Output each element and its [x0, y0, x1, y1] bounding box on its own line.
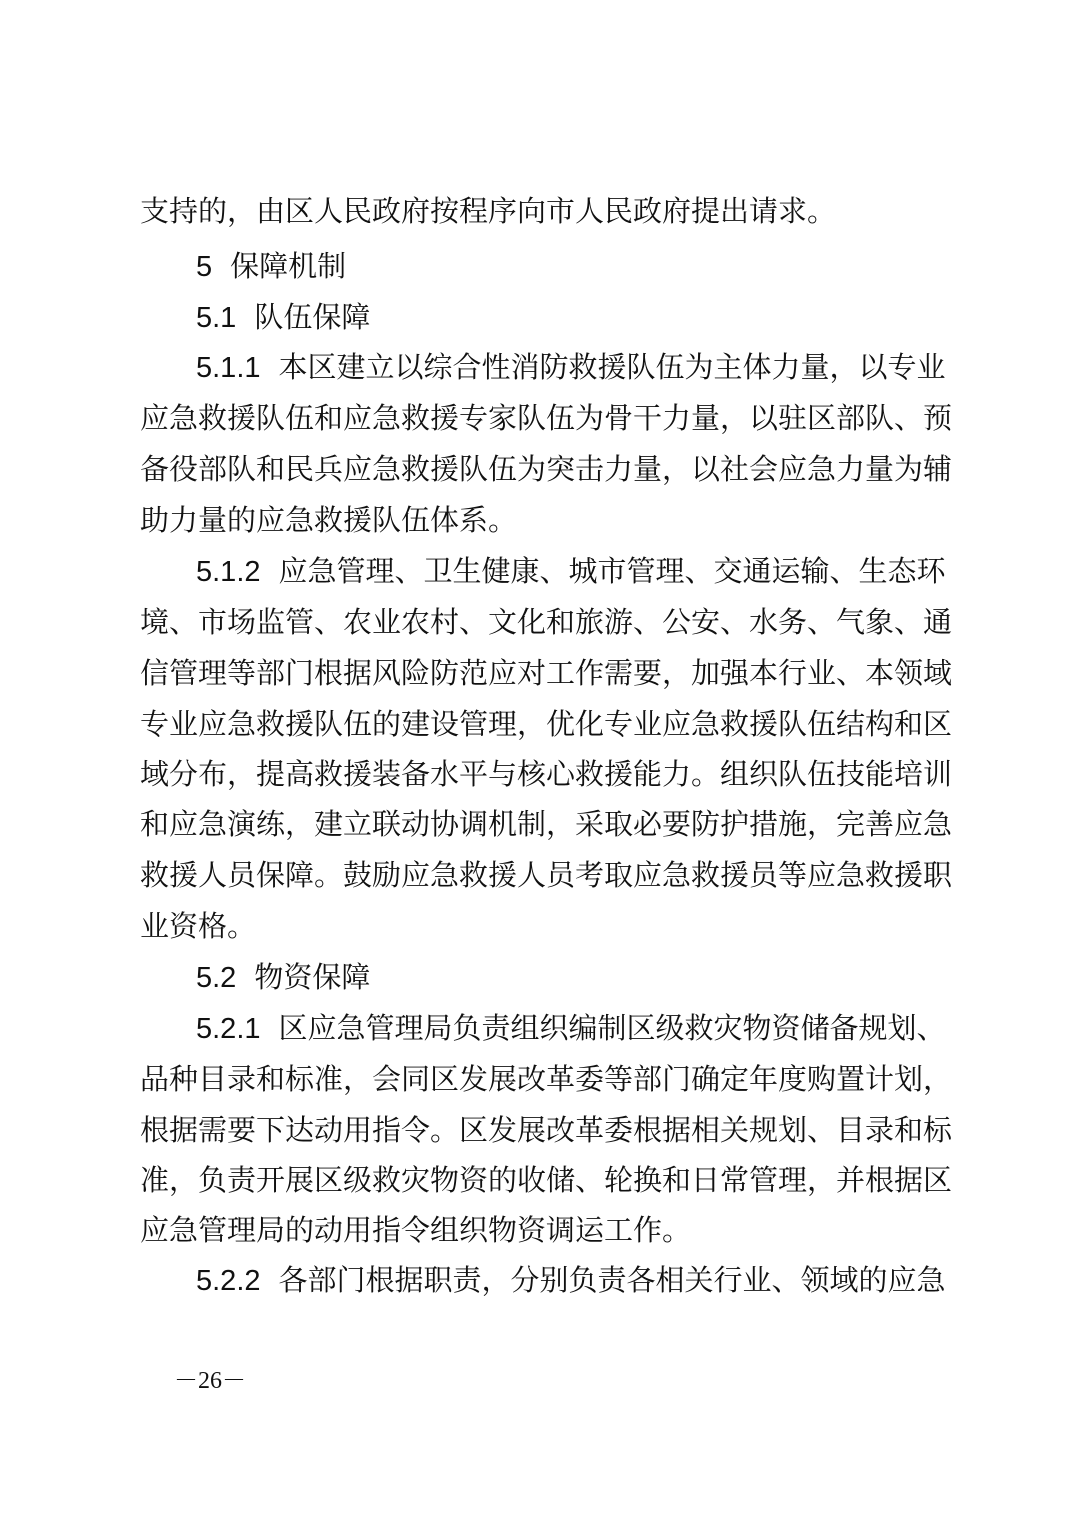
paragraph-5-1-2-line [196, 554, 946, 588]
paragraph-line: 备役部队和民兵应急救援队伍为突击力量，以社会应急力量为辅 [140, 452, 953, 486]
paragraph-line: 支持的，由区人民政府按程序向市人民政府提出请求。 [140, 194, 837, 228]
paragraph-line: 准，负责开展区级救灾物资的收储、轮换和日常管理，并根据区 [140, 1163, 953, 1197]
paragraph-5-2-1-line [196, 1011, 946, 1045]
paragraph-line: 和应急演练，建立联动协调机制，采取必要防护措施，完善应急 [140, 807, 953, 841]
section-number: 5 [196, 251, 213, 283]
paragraph-line: 域分布，提高救援装备水平与核心救援能力。组织队伍技能培训 [140, 757, 953, 791]
section-heading-5 [196, 249, 940, 283]
paragraph-5-2-2-line [196, 1263, 946, 1297]
section-heading-5-2 [196, 960, 940, 994]
clause-number: 5.2.2 [196, 1265, 261, 1297]
clause-text: 各部门根据职责，分别负责各相关行业、领域的应急 [278, 1263, 946, 1297]
section-title: 队伍保障 [254, 300, 371, 334]
paragraph-line: 应急救援队伍和应急救援专家队伍为骨干力量，以驻区部队、预 [140, 401, 953, 435]
paragraph-line: 专业应急救援队伍的建设管理，优化专业应急救援队伍结构和区 [140, 707, 953, 741]
paragraph-line: 业资格。 [140, 909, 257, 943]
clause-text: 应急管理、卫生健康、城市管理、交通运输、生态环 [278, 554, 946, 588]
paragraph-line: 境、市场监管、农业农村、文化和旅游、公安、水务、气象、通 [140, 605, 953, 639]
section-number: 5.1 [196, 302, 237, 334]
clause-number: 5.1.1 [196, 352, 261, 384]
clause-number: 5.1.2 [196, 556, 261, 588]
paragraph-line: 根据需要下达动用指令。区发展改革委根据相关规划、目录和标 [140, 1113, 953, 1147]
section-number: 5.2 [196, 962, 237, 994]
paragraph-line: 信管理等部门根据风险防范应对工作需要，加强本行业、本领域 [140, 656, 953, 690]
paragraph-line: 品种目录和标准，会同区发展改革委等部门确定年度购置计划， [140, 1062, 953, 1096]
page-number: －26－ [174, 1368, 246, 1394]
section-heading-5-1 [196, 300, 940, 334]
paragraph-line: 应急管理局的动用指令组织物资调运工作。 [140, 1213, 692, 1247]
clause-text: 本区建立以综合性消防救援队伍为主体力量，以专业 [278, 350, 946, 384]
clause-number: 5.2.1 [196, 1013, 261, 1045]
section-title: 保障机制 [230, 249, 347, 283]
paragraph-line: 助力量的应急救援队伍体系。 [140, 503, 518, 537]
section-title: 物资保障 [254, 960, 371, 994]
clause-text: 区应急管理局负责组织编制区级救灾物资储备规划、 [278, 1011, 946, 1045]
paragraph-5-1-1-line [196, 350, 946, 384]
paragraph-line: 救援人员保障。鼓励应急救援人员考取应急救援员等应急救援职 [140, 858, 953, 892]
